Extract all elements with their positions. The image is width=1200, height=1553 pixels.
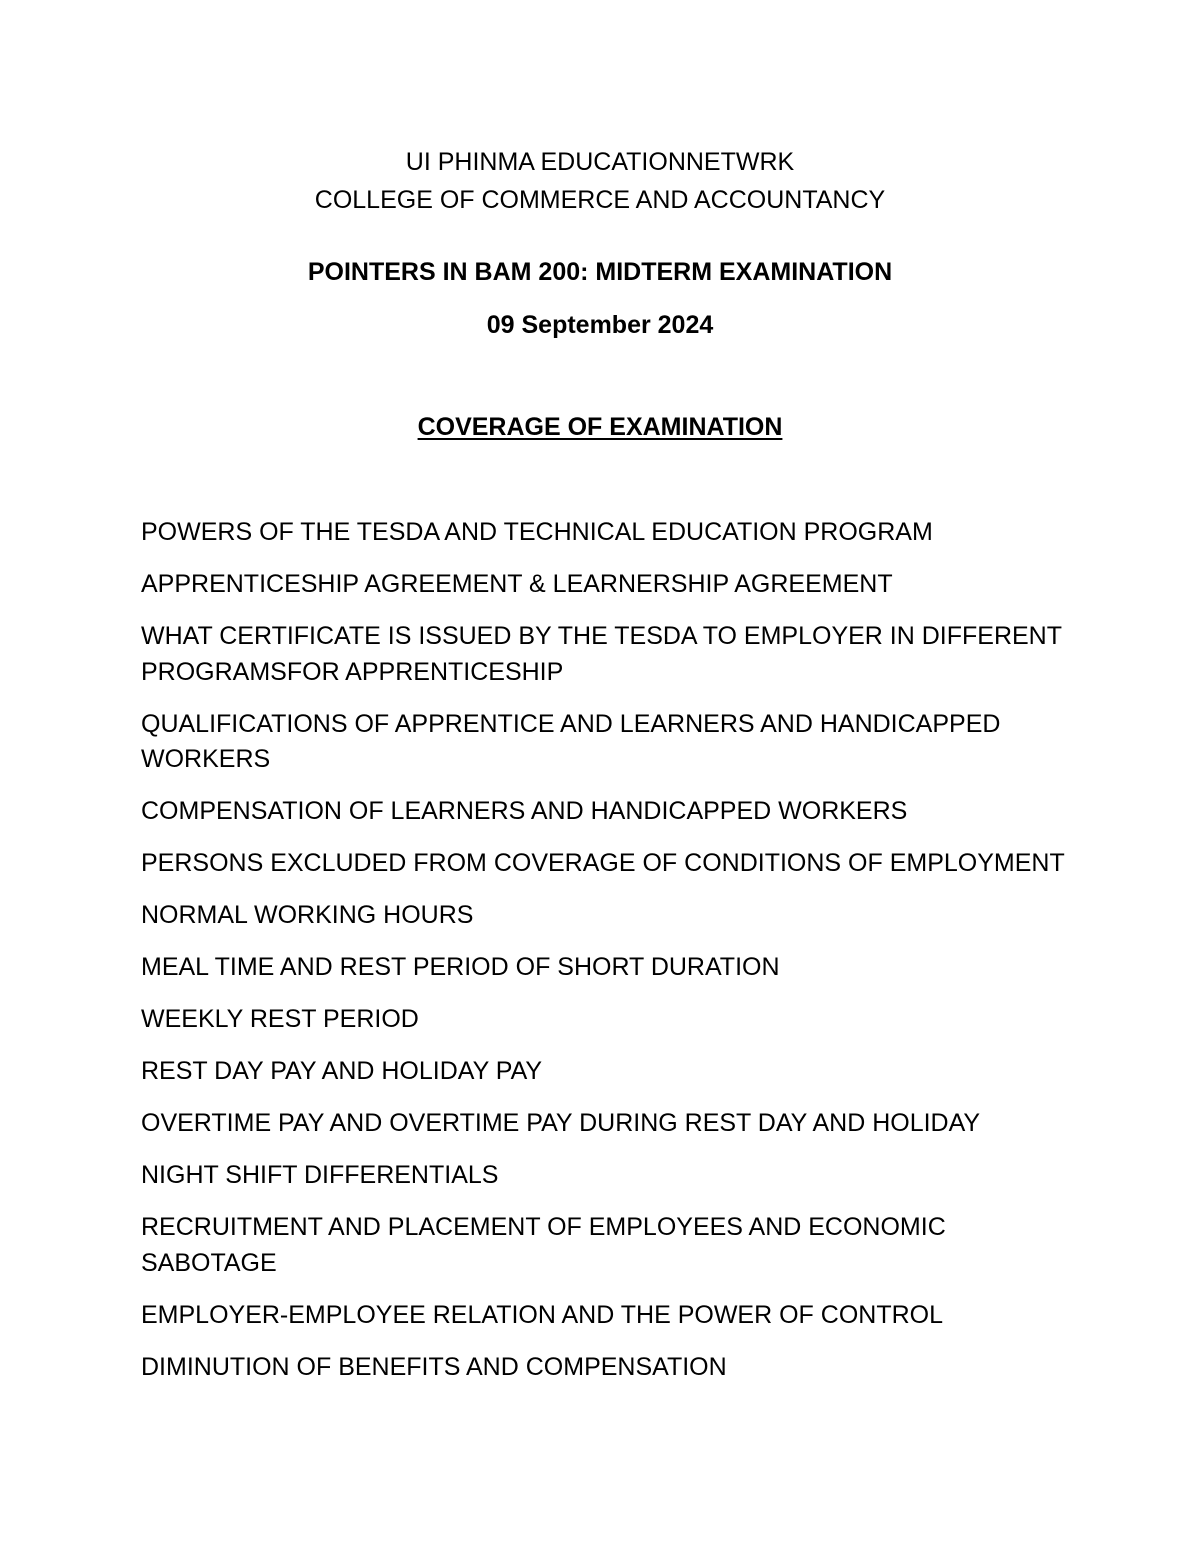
list-item: POWERS OF THE TESDA AND TECHNICAL EDUCATION PROGRAM — [141, 518, 933, 546]
list-item: MEAL TIME AND REST PERIOD OF SHORT DURATION — [141, 953, 780, 981]
list-item: DIMINUTION OF BENEFITS AND COMPENSATION — [141, 1352, 727, 1381]
list-item: COMPENSATION OF LEARNERS AND HANDICAPPED WORKERS — [141, 797, 908, 825]
college-name: COLLEGE OF COMMERCE AND ACCOUNTANCY — [314, 186, 886, 214]
institution-header — [0, 143, 1200, 219]
coverage-list — [141, 515, 1071, 1402]
list-item: WEEKLY REST PERIOD — [141, 1005, 419, 1033]
list-item: EMPLOYER-EMPLOYEE RELATION AND THE POWER OF CONTROL — [141, 1300, 943, 1329]
list-item: NORMAL WORKING HOURS — [141, 901, 474, 929]
coverage-heading-text: COVERAGE OF EXAMINATION — [417, 413, 783, 441]
list-item: RECRUITMENT AND PLACEMENT OF EMPLOYEES AND ECONOMIC SABOTAGE — [141, 1213, 946, 1277]
institution-name: UI PHINMA EDUCATIONNETWRK — [405, 148, 795, 176]
list-item: PERSONS EXCLUDED FROM COVERAGE OF CONDITIONS OF EMPLOYMENT — [141, 849, 1065, 877]
coverage-heading — [0, 411, 1200, 443]
list-item: APPRENTICESHIP AGREEMENT & LEARNERSHIP AGREEMENT — [141, 570, 893, 598]
document-title: POINTERS IN BAM 200: MIDTERM EXAMINATION — [307, 258, 893, 286]
list-item: NIGHT SHIFT DIFFERENTIALS — [141, 1161, 499, 1189]
list-item: OVERTIME PAY AND OVERTIME PAY DURING REST DAY AND HOLIDAY — [141, 1109, 981, 1137]
exam-date: 09 September 2024 — [486, 311, 714, 339]
list-item: REST DAY PAY AND HOLIDAY PAY — [141, 1057, 543, 1085]
list-item: QUALIFICATIONS OF APPRENTICE AND LEARNERS AND HANDICAPPED WORKERS — [141, 709, 1001, 773]
list-item: WHAT CERTIFICATE IS ISSUED BY THE TESDA TO EMPLOYER IN DIFFERENT PROGRAMSFOR APPRENTICESHIP — [141, 622, 1062, 686]
